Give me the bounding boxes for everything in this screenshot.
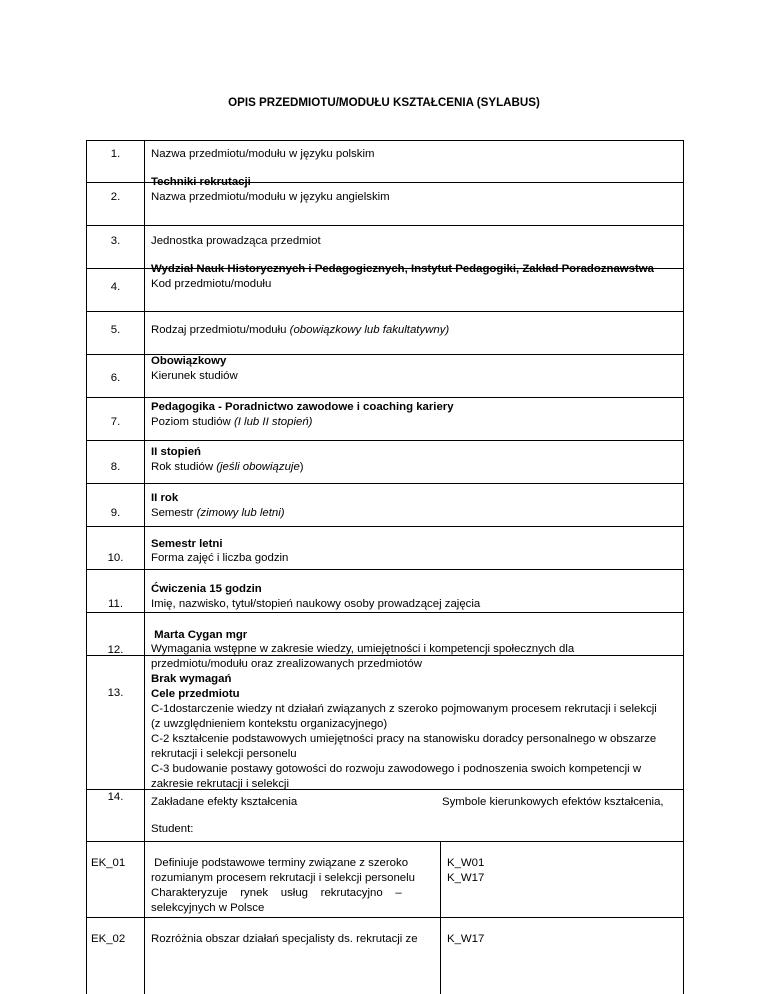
- row-label-line: przedmiotu/modułu oraz zrealizowanych przedmiotów: [151, 658, 422, 670]
- row-number: 8.: [110, 461, 121, 473]
- row-4: [86, 269, 684, 312]
- row-number: 7.: [110, 416, 121, 428]
- row-label: [151, 323, 677, 337]
- effect-symbol: K_W17: [447, 933, 485, 945]
- column-divider: [144, 918, 145, 994]
- effect-code: EK_01: [91, 857, 126, 869]
- row-number: 13.: [107, 687, 124, 699]
- row-label-hint: (jeśli obowiązuje: [216, 461, 300, 473]
- row-label-text: Semestr: [151, 507, 197, 519]
- row-6: [86, 355, 684, 413]
- column-divider: [144, 269, 145, 311]
- row-label-line: Wymagania wstępne w zakresie wiedzy, umiejętności i kompetencji społecznych dla: [151, 643, 575, 655]
- effect-row: [86, 842, 684, 918]
- row-value: Brak wymagań: [151, 673, 232, 685]
- effect-description-line: Definiuje podstawowe terminy związane z szeroko: [151, 857, 409, 869]
- row-9: [86, 484, 684, 550]
- column-divider: [144, 355, 145, 397]
- row-label: [151, 460, 677, 474]
- column-divider: [144, 312, 145, 354]
- row-number: 11.: [108, 598, 123, 610]
- column-divider: [144, 398, 145, 440]
- row-label: [151, 415, 677, 429]
- row-label: Zakładane efekty kształcenia: [151, 796, 298, 808]
- row-number: 5.: [110, 324, 121, 336]
- row-number: 12.: [107, 644, 124, 656]
- row-label-text-end: ): [299, 461, 304, 473]
- row-value: II rok: [151, 492, 179, 504]
- row-value: Marta Cygan mgr: [151, 629, 248, 641]
- effect-row: [86, 918, 684, 994]
- column-divider: [144, 842, 145, 917]
- document-title: OPIS PRZEDMIOTU/MODUŁU KSZTAŁCENIA (SYLABUS): [228, 96, 540, 109]
- goal-line: C-3 budowanie postawy gotowości do rozwoju zawodowego i podnoszenia swoich kompetencji w: [151, 763, 642, 775]
- row-11: [86, 570, 684, 641]
- row-14: [86, 790, 684, 842]
- row-number: 10.: [107, 552, 124, 564]
- symbols-header: Symbole kierunkowych efektów kształcenia,: [442, 796, 664, 808]
- column-divider: [144, 183, 145, 225]
- row-label: Nazwa przedmiotu/modułu w języku angielskim: [151, 191, 390, 203]
- row-value: Semestr letni: [151, 538, 223, 550]
- row-label: [151, 506, 677, 520]
- row-label: Kod przedmiotu/modułu: [151, 278, 272, 290]
- row-label: Kierunek studiów: [151, 370, 238, 382]
- column-divider: [144, 484, 145, 526]
- goal-line: C-1dostarczenie wiedzy nt działań związanych z szeroko pojmowanym procesem rekrutacji i selekcji: [151, 703, 657, 715]
- effect-symbol: K_W01: [447, 857, 485, 869]
- effect-code: EK_02: [91, 933, 126, 945]
- effect-description-line: rozumianym procesem rekrutacji i selekcji personelu: [151, 872, 415, 884]
- row-10: [86, 527, 684, 595]
- row-label: Cele przedmiotu: [151, 688, 240, 700]
- column-divider: [144, 790, 145, 841]
- column-divider: [144, 613, 145, 655]
- row-12: [86, 613, 684, 685]
- row-1: [86, 140, 684, 188]
- row-7: [86, 398, 684, 458]
- row-label-text: Rodzaj przedmiotu/modułu: [151, 324, 290, 336]
- row-number: 14.: [107, 791, 124, 803]
- row-number: 2.: [110, 191, 121, 203]
- row-label-hint: (I lub II stopień): [233, 416, 313, 428]
- row-label-hint: (obowiązkowy lub fakultatywny): [289, 324, 450, 336]
- row-label: Forma zajęć i liczba godzin: [151, 552, 289, 564]
- column-divider: [144, 656, 145, 789]
- row-value: Pedagogika - Poradnictwo zawodowe i coaching kariery: [151, 401, 454, 413]
- effect-description-line: Rozróżnia obszar działań specjalisty ds. rekrutacji ze: [151, 933, 418, 945]
- row-label-hint: (zimowy lub letni): [196, 507, 285, 519]
- row-value: Ćwiczenia 15 godzin: [151, 583, 262, 595]
- row-label: Jednostka prowadząca przedmiot: [151, 235, 321, 247]
- row-value: II stopień: [151, 446, 201, 458]
- column-divider: [440, 918, 441, 994]
- row-number: 3.: [110, 235, 121, 247]
- row-label-text: Rok studiów: [151, 461, 217, 473]
- goal-line: rekrutacji i selekcji personelu: [151, 748, 297, 760]
- row-number: 6.: [110, 372, 121, 384]
- goal-line: (z uwzględnieniem kontekstu organizacyjnego): [151, 718, 388, 730]
- effect-description-line: Charakteryzuje rynek usług rekrutacyjno –: [151, 887, 402, 899]
- row-2: [86, 183, 684, 226]
- row-value: Obowiązkowy: [151, 355, 227, 367]
- row-label-text: Poziom studiów: [151, 416, 234, 428]
- row-value: Techniki rekrutacji: [151, 176, 251, 188]
- student-label: Student:: [151, 823, 194, 835]
- column-divider: [144, 570, 145, 612]
- goal-line: zakresie rekrutacji i selekcji: [151, 778, 289, 790]
- goal-line: C-2 kształcenie podstawowych umiejętności pracy na stanowisku doradcy personalnego w obszarze: [151, 733, 657, 745]
- row-3: [86, 226, 684, 275]
- row-label: Nazwa przedmiotu/modułu w języku polskim: [151, 148, 375, 160]
- column-divider: [144, 527, 145, 569]
- effect-symbol: K_W17: [447, 872, 485, 884]
- column-divider: [440, 842, 441, 917]
- row-number: 4.: [110, 281, 121, 293]
- row-number: 1.: [110, 148, 121, 160]
- row-label: Imię, nazwisko, tytuł/stopień naukowy osoby prowadzącej zajęcia: [151, 598, 481, 610]
- column-divider: [144, 141, 145, 182]
- row-number: 9.: [110, 507, 121, 519]
- row-5: [86, 312, 684, 367]
- row-value: Wydział Nauk Historycznych i Pedagogicznych, Instytut Pedagogiki, Zakład Poradoznawstwa: [151, 263, 654, 275]
- row-13: [86, 656, 684, 790]
- effect-description-line: selekcyjnych w Polsce: [151, 902, 265, 914]
- column-divider: [144, 226, 145, 268]
- column-divider: [144, 441, 145, 483]
- row-8: [86, 441, 684, 504]
